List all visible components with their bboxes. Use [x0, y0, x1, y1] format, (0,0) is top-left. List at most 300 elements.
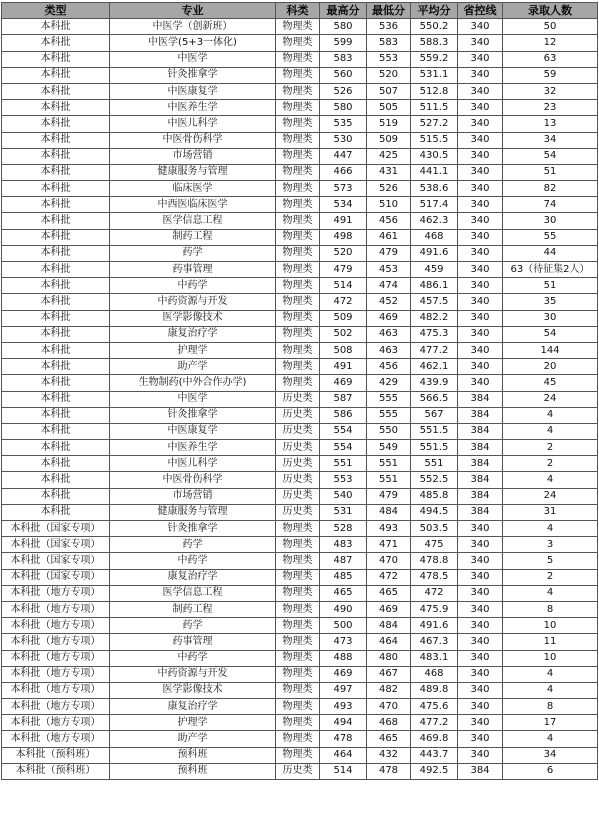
cell-provincial-line: 340 — [458, 278, 503, 294]
cell-lowest-score: 551 — [367, 472, 411, 488]
cell-provincial-line: 340 — [458, 747, 503, 763]
cell-provincial-line: 340 — [458, 715, 503, 731]
table-row — [2, 472, 598, 488]
cell-highest-score: 560 — [320, 67, 367, 83]
cell-type: 本科批 — [2, 407, 110, 423]
table-row — [2, 245, 598, 261]
cell-highest-score: 500 — [320, 618, 367, 634]
cell-highest-score: 530 — [320, 132, 367, 148]
cell-major: 健康服务与管理 — [110, 504, 276, 520]
cell-subject-category: 物理类 — [276, 553, 320, 569]
cell-admitted-count: 4 — [503, 521, 598, 537]
cell-admitted-count: 63 — [503, 51, 598, 67]
cell-type: 本科批（地方专项） — [2, 585, 110, 601]
cell-major: 中医养生学 — [110, 440, 276, 456]
cell-average-score: 559.2 — [411, 51, 458, 67]
cell-provincial-line: 340 — [458, 19, 503, 35]
cell-provincial-line: 340 — [458, 262, 503, 278]
cell-subject-category: 物理类 — [276, 197, 320, 213]
cell-highest-score: 586 — [320, 407, 367, 423]
cell-admitted-count: 54 — [503, 148, 598, 164]
cell-subject-category: 历史类 — [276, 763, 320, 779]
cell-subject-category: 物理类 — [276, 747, 320, 763]
cell-type: 本科批（地方专项） — [2, 666, 110, 682]
cell-type: 本科批 — [2, 164, 110, 180]
cell-highest-score: 493 — [320, 699, 367, 715]
cell-admitted-count: 8 — [503, 601, 598, 617]
cell-type: 本科批 — [2, 100, 110, 116]
table-row — [2, 537, 598, 553]
cell-highest-score: 514 — [320, 763, 367, 779]
cell-type: 本科批（国家专项） — [2, 569, 110, 585]
cell-major: 中医康复学 — [110, 423, 276, 439]
cell-type: 本科批（地方专项） — [2, 601, 110, 617]
table-row — [2, 148, 598, 164]
cell-major: 医学影像技术 — [110, 310, 276, 326]
cell-average-score: 494.5 — [411, 504, 458, 520]
cell-highest-score: 587 — [320, 391, 367, 407]
cell-type: 本科批 — [2, 51, 110, 67]
cell-subject-category: 物理类 — [276, 19, 320, 35]
cell-major: 中医儿科学 — [110, 456, 276, 472]
cell-type: 本科批（地方专项） — [2, 731, 110, 747]
table-row — [2, 666, 598, 682]
cell-major: 康复治疗学 — [110, 326, 276, 342]
cell-admitted-count: 17 — [503, 715, 598, 731]
cell-average-score: 443.7 — [411, 747, 458, 763]
cell-major: 助产学 — [110, 731, 276, 747]
cell-admitted-count: 30 — [503, 310, 598, 326]
cell-highest-score: 554 — [320, 440, 367, 456]
cell-average-score: 462.1 — [411, 359, 458, 375]
cell-highest-score: 479 — [320, 262, 367, 278]
cell-average-score: 551 — [411, 456, 458, 472]
cell-major: 制药工程 — [110, 601, 276, 617]
cell-average-score: 441.1 — [411, 164, 458, 180]
cell-average-score: 459 — [411, 262, 458, 278]
cell-admitted-count: 59 — [503, 67, 598, 83]
cell-lowest-score: 549 — [367, 440, 411, 456]
cell-average-score: 531.1 — [411, 67, 458, 83]
cell-subject-category: 历史类 — [276, 456, 320, 472]
cell-provincial-line: 340 — [458, 67, 503, 83]
cell-provincial-line: 384 — [458, 391, 503, 407]
cell-admitted-count: 50 — [503, 19, 598, 35]
cell-highest-score: 447 — [320, 148, 367, 164]
cell-type: 本科批 — [2, 504, 110, 520]
cell-subject-category: 物理类 — [276, 601, 320, 617]
cell-lowest-score: 519 — [367, 116, 411, 132]
cell-major: 医学影像技术 — [110, 682, 276, 698]
cell-major: 药事管理 — [110, 262, 276, 278]
cell-subject-category: 物理类 — [276, 148, 320, 164]
cell-subject-category: 物理类 — [276, 569, 320, 585]
cell-lowest-score: 507 — [367, 83, 411, 99]
cell-average-score: 469.8 — [411, 731, 458, 747]
cell-provincial-line: 340 — [458, 699, 503, 715]
cell-lowest-score: 456 — [367, 213, 411, 229]
cell-provincial-line: 340 — [458, 585, 503, 601]
cell-admitted-count: 54 — [503, 326, 598, 342]
cell-average-score: 515.5 — [411, 132, 458, 148]
table-row — [2, 83, 598, 99]
cell-type: 本科批 — [2, 423, 110, 439]
cell-major: 针灸推拿学 — [110, 407, 276, 423]
cell-highest-score: 473 — [320, 634, 367, 650]
table-row — [2, 278, 598, 294]
cell-highest-score: 488 — [320, 650, 367, 666]
cell-admitted-count: 13 — [503, 116, 598, 132]
cell-admitted-count: 35 — [503, 294, 598, 310]
cell-major: 康复治疗学 — [110, 699, 276, 715]
cell-highest-score: 466 — [320, 164, 367, 180]
table-row — [2, 359, 598, 375]
cell-provincial-line: 340 — [458, 148, 503, 164]
cell-provincial-line: 340 — [458, 342, 503, 358]
cell-subject-category: 物理类 — [276, 229, 320, 245]
cell-provincial-line: 340 — [458, 666, 503, 682]
cell-subject-category: 物理类 — [276, 278, 320, 294]
table-row — [2, 213, 598, 229]
cell-type: 本科批（国家专项） — [2, 537, 110, 553]
cell-admitted-count: 24 — [503, 391, 598, 407]
cell-provincial-line: 384 — [458, 423, 503, 439]
cell-major: 中医学(5+3一体化) — [110, 35, 276, 51]
table-row — [2, 67, 598, 83]
cell-provincial-line: 340 — [458, 229, 503, 245]
cell-major: 中药学 — [110, 553, 276, 569]
cell-major: 中医骨伤科学 — [110, 132, 276, 148]
cell-major: 中药资源与开发 — [110, 666, 276, 682]
cell-subject-category: 物理类 — [276, 682, 320, 698]
admission-scores-table — [1, 2, 598, 780]
cell-admitted-count: 32 — [503, 83, 598, 99]
cell-type: 本科批（地方专项） — [2, 682, 110, 698]
cell-admitted-count: 55 — [503, 229, 598, 245]
cell-average-score: 430.5 — [411, 148, 458, 164]
cell-type: 本科批 — [2, 375, 110, 391]
cell-average-score: 550.2 — [411, 19, 458, 35]
cell-highest-score: 508 — [320, 342, 367, 358]
cell-provincial-line: 340 — [458, 197, 503, 213]
cell-provincial-line: 384 — [458, 456, 503, 472]
cell-lowest-score: 468 — [367, 715, 411, 731]
cell-highest-score: 502 — [320, 326, 367, 342]
cell-type: 本科批（预科班） — [2, 747, 110, 763]
cell-lowest-score: 469 — [367, 310, 411, 326]
table-row — [2, 197, 598, 213]
table-row — [2, 521, 598, 537]
cell-admitted-count: 6 — [503, 763, 598, 779]
cell-provincial-line: 384 — [458, 440, 503, 456]
cell-subject-category: 物理类 — [276, 132, 320, 148]
cell-highest-score: 487 — [320, 553, 367, 569]
cell-admitted-count: 3 — [503, 537, 598, 553]
table-row — [2, 699, 598, 715]
cell-major: 中医养生学 — [110, 100, 276, 116]
cell-provincial-line: 340 — [458, 310, 503, 326]
cell-highest-score: 551 — [320, 456, 367, 472]
cell-average-score: 482.2 — [411, 310, 458, 326]
cell-type: 本科批 — [2, 35, 110, 51]
cell-subject-category: 物理类 — [276, 35, 320, 51]
cell-major: 针灸推拿学 — [110, 67, 276, 83]
cell-type: 本科批 — [2, 116, 110, 132]
cell-major: 助产学 — [110, 359, 276, 375]
cell-major: 临床医学 — [110, 181, 276, 197]
cell-lowest-score: 429 — [367, 375, 411, 391]
cell-lowest-score: 463 — [367, 342, 411, 358]
table-row — [2, 116, 598, 132]
cell-subject-category: 物理类 — [276, 326, 320, 342]
cell-average-score: 503.5 — [411, 521, 458, 537]
cell-lowest-score: 425 — [367, 148, 411, 164]
cell-lowest-score: 484 — [367, 504, 411, 520]
cell-subject-category: 历史类 — [276, 407, 320, 423]
cell-type: 本科批（地方专项） — [2, 715, 110, 731]
cell-provincial-line: 340 — [458, 521, 503, 537]
cell-admitted-count: 144 — [503, 342, 598, 358]
cell-subject-category: 物理类 — [276, 731, 320, 747]
table-row — [2, 601, 598, 617]
cell-admitted-count: 45 — [503, 375, 598, 391]
cell-type: 本科批（地方专项） — [2, 699, 110, 715]
cell-average-score: 478.8 — [411, 553, 458, 569]
cell-average-score: 489.8 — [411, 682, 458, 698]
cell-lowest-score: 550 — [367, 423, 411, 439]
cell-major: 药学 — [110, 618, 276, 634]
cell-lowest-score: 583 — [367, 35, 411, 51]
cell-subject-category: 物理类 — [276, 262, 320, 278]
cell-type: 本科批 — [2, 488, 110, 504]
cell-major: 制药工程 — [110, 229, 276, 245]
cell-average-score: 491.6 — [411, 618, 458, 634]
cell-lowest-score: 478 — [367, 763, 411, 779]
cell-type: 本科批（地方专项） — [2, 650, 110, 666]
cell-subject-category: 物理类 — [276, 650, 320, 666]
table-row — [2, 715, 598, 731]
cell-provincial-line: 340 — [458, 245, 503, 261]
cell-admitted-count: 24 — [503, 488, 598, 504]
cell-type: 本科批 — [2, 391, 110, 407]
table-row — [2, 181, 598, 197]
cell-admitted-count: 11 — [503, 634, 598, 650]
cell-lowest-score: 469 — [367, 601, 411, 617]
table-row — [2, 488, 598, 504]
cell-highest-score: 472 — [320, 294, 367, 310]
cell-major: 生物制药(中外合作办学) — [110, 375, 276, 391]
cell-lowest-score: 432 — [367, 747, 411, 763]
cell-average-score: 588.3 — [411, 35, 458, 51]
cell-subject-category: 历史类 — [276, 504, 320, 520]
cell-major: 药事管理 — [110, 634, 276, 650]
cell-lowest-score: 465 — [367, 585, 411, 601]
cell-average-score: 517.4 — [411, 197, 458, 213]
cell-highest-score: 583 — [320, 51, 367, 67]
cell-lowest-score: 453 — [367, 262, 411, 278]
cell-admitted-count: 10 — [503, 618, 598, 634]
cell-subject-category: 物理类 — [276, 67, 320, 83]
cell-highest-score: 485 — [320, 569, 367, 585]
header-lowest-score: 最低分 — [367, 3, 411, 19]
cell-type: 本科批 — [2, 278, 110, 294]
cell-type: 本科批 — [2, 440, 110, 456]
cell-provincial-line: 384 — [458, 488, 503, 504]
cell-provincial-line: 384 — [458, 763, 503, 779]
header-major: 专业 — [110, 3, 276, 19]
table-row — [2, 407, 598, 423]
admission-scores-table-container — [1, 2, 597, 780]
cell-subject-category: 物理类 — [276, 100, 320, 116]
cell-lowest-score: 463 — [367, 326, 411, 342]
cell-admitted-count: 51 — [503, 164, 598, 180]
header-admitted-count: 录取人数 — [503, 3, 598, 19]
cell-average-score: 552.5 — [411, 472, 458, 488]
cell-admitted-count: 4 — [503, 423, 598, 439]
cell-admitted-count: 4 — [503, 666, 598, 682]
cell-subject-category: 历史类 — [276, 440, 320, 456]
cell-provincial-line: 340 — [458, 553, 503, 569]
cell-lowest-score: 467 — [367, 666, 411, 682]
cell-lowest-score: 493 — [367, 521, 411, 537]
cell-highest-score: 464 — [320, 747, 367, 763]
table-row — [2, 262, 598, 278]
cell-major: 康复治疗学 — [110, 569, 276, 585]
cell-admitted-count: 51 — [503, 278, 598, 294]
cell-provincial-line: 340 — [458, 326, 503, 342]
cell-average-score: 475.6 — [411, 699, 458, 715]
cell-lowest-score: 509 — [367, 132, 411, 148]
cell-provincial-line: 384 — [458, 407, 503, 423]
cell-major: 医学信息工程 — [110, 213, 276, 229]
cell-type: 本科批 — [2, 326, 110, 342]
cell-subject-category: 物理类 — [276, 116, 320, 132]
cell-average-score: 492.5 — [411, 763, 458, 779]
cell-type: 本科批 — [2, 83, 110, 99]
cell-type: 本科批 — [2, 197, 110, 213]
table-row — [2, 375, 598, 391]
cell-subject-category: 历史类 — [276, 472, 320, 488]
cell-subject-category: 历史类 — [276, 391, 320, 407]
cell-lowest-score: 484 — [367, 618, 411, 634]
cell-lowest-score: 479 — [367, 245, 411, 261]
cell-provincial-line: 340 — [458, 731, 503, 747]
cell-average-score: 468 — [411, 666, 458, 682]
cell-major: 中医康复学 — [110, 83, 276, 99]
cell-provincial-line: 340 — [458, 181, 503, 197]
cell-average-score: 551.5 — [411, 423, 458, 439]
cell-subject-category: 物理类 — [276, 245, 320, 261]
table-row — [2, 19, 598, 35]
table-row — [2, 51, 598, 67]
cell-highest-score: 531 — [320, 504, 367, 520]
cell-admitted-count: 4 — [503, 585, 598, 601]
cell-provincial-line: 340 — [458, 618, 503, 634]
cell-lowest-score: 482 — [367, 682, 411, 698]
cell-provincial-line: 340 — [458, 83, 503, 99]
cell-major: 中医学 — [110, 391, 276, 407]
cell-highest-score: 573 — [320, 181, 367, 197]
cell-major: 预科班 — [110, 747, 276, 763]
cell-highest-score: 514 — [320, 278, 367, 294]
cell-highest-score: 494 — [320, 715, 367, 731]
cell-provincial-line: 340 — [458, 569, 503, 585]
cell-admitted-count: 23 — [503, 100, 598, 116]
cell-major: 中药资源与开发 — [110, 294, 276, 310]
cell-provincial-line: 340 — [458, 634, 503, 650]
table-row — [2, 100, 598, 116]
cell-type: 本科批 — [2, 213, 110, 229]
cell-provincial-line: 340 — [458, 682, 503, 698]
table-row — [2, 229, 598, 245]
cell-highest-score: 478 — [320, 731, 367, 747]
cell-type: 本科批（地方专项） — [2, 634, 110, 650]
table-row — [2, 747, 598, 763]
cell-admitted-count: 10 — [503, 650, 598, 666]
cell-major: 医学信息工程 — [110, 585, 276, 601]
cell-subject-category: 物理类 — [276, 585, 320, 601]
cell-highest-score: 483 — [320, 537, 367, 553]
cell-provincial-line: 384 — [458, 472, 503, 488]
cell-highest-score: 528 — [320, 521, 367, 537]
cell-major: 药学 — [110, 537, 276, 553]
cell-subject-category: 物理类 — [276, 666, 320, 682]
cell-admitted-count: 8 — [503, 699, 598, 715]
cell-subject-category: 历史类 — [276, 488, 320, 504]
cell-major: 中医骨伤科学 — [110, 472, 276, 488]
cell-lowest-score: 456 — [367, 359, 411, 375]
cell-highest-score: 520 — [320, 245, 367, 261]
cell-average-score: 475 — [411, 537, 458, 553]
cell-highest-score: 540 — [320, 488, 367, 504]
cell-subject-category: 物理类 — [276, 521, 320, 537]
table-row — [2, 342, 598, 358]
cell-highest-score: 580 — [320, 100, 367, 116]
cell-subject-category: 物理类 — [276, 213, 320, 229]
cell-highest-score: 535 — [320, 116, 367, 132]
cell-subject-category: 物理类 — [276, 699, 320, 715]
table-row — [2, 310, 598, 326]
table-row — [2, 164, 598, 180]
table-row — [2, 391, 598, 407]
cell-lowest-score: 465 — [367, 731, 411, 747]
cell-lowest-score: 526 — [367, 181, 411, 197]
table-body — [2, 19, 598, 780]
cell-major: 中药学 — [110, 650, 276, 666]
cell-subject-category: 物理类 — [276, 715, 320, 731]
cell-lowest-score: 431 — [367, 164, 411, 180]
cell-lowest-score: 470 — [367, 699, 411, 715]
table-row — [2, 634, 598, 650]
cell-admitted-count: 4 — [503, 407, 598, 423]
cell-lowest-score: 510 — [367, 197, 411, 213]
cell-average-score: 491.6 — [411, 245, 458, 261]
cell-admitted-count: 4 — [503, 472, 598, 488]
cell-highest-score: 599 — [320, 35, 367, 51]
cell-type: 本科批 — [2, 67, 110, 83]
cell-average-score: 457.5 — [411, 294, 458, 310]
cell-lowest-score: 464 — [367, 634, 411, 650]
cell-average-score: 527.2 — [411, 116, 458, 132]
cell-major: 健康服务与管理 — [110, 164, 276, 180]
cell-average-score: 538.6 — [411, 181, 458, 197]
header-average-score: 平均分 — [411, 3, 458, 19]
cell-type: 本科批 — [2, 245, 110, 261]
cell-major: 护理学 — [110, 715, 276, 731]
cell-provincial-line: 340 — [458, 51, 503, 67]
cell-admitted-count: 74 — [503, 197, 598, 213]
cell-provincial-line: 340 — [458, 35, 503, 51]
